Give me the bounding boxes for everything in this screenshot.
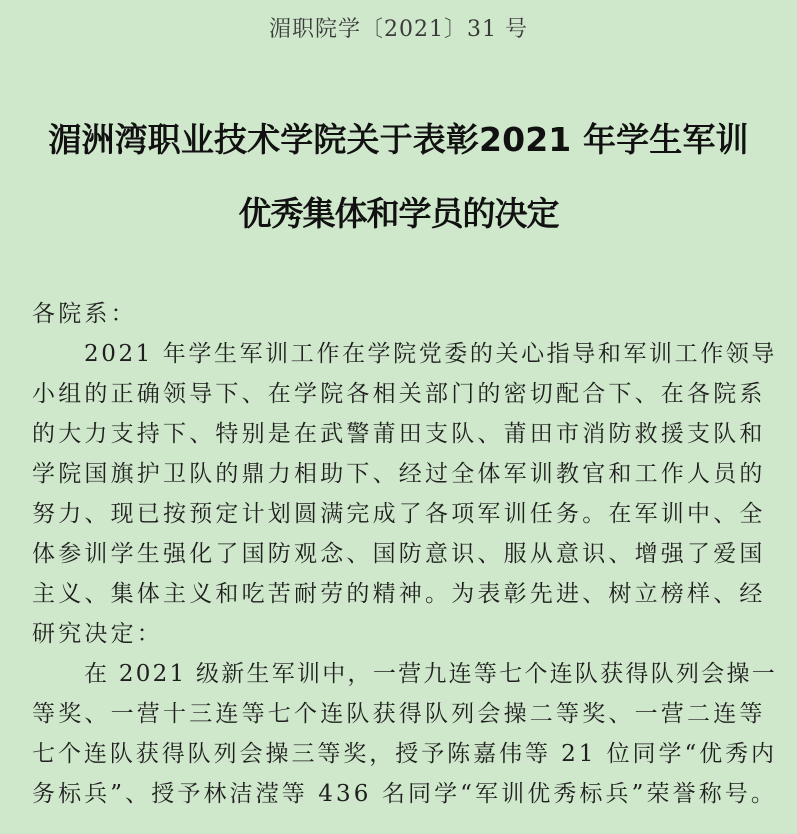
paragraph-1-line: 研究决定： [32,621,163,647]
paragraph-1-line: 学院国旗护卫队的鼎力相助下、经过全体军训教官和工作人员的 [32,461,766,487]
document-title-line-1: 湄洲湾职业技术学院关于表彰2021 年学生军训 [48,120,749,159]
paragraph-1-line: 小组的正确领导下、在学院各相关部门的密切配合下、在各院系 [32,381,766,407]
paragraph-1-line: 的大力支持下、特别是在武警莆田支队、莆田市消防救援支队和 [32,421,766,447]
paragraph-1-line: 体参训学生强化了国防观念、国防意识、服从意识、增强了爱国 [32,541,766,567]
paragraph-1-line: 主义、集体主义和吃苦耐劳的精神。为表彰先进、树立榜样、经 [32,581,766,607]
paragraph-2-line: 在 2021 级新生军训中，一营九连等七个连队获得队列会操一 [84,661,777,687]
paragraph-2-line: 等奖、一营十三连等七个连队获得队列会操二等奖、一营二连等 [32,701,766,727]
salutation: 各院系： [32,301,137,327]
document-title-line-2: 优秀集体和学员的决定 [238,194,559,233]
paragraph-2-line: 务标兵”、授予林洁滢等 436 名同学“军训优秀标兵”荣誉称号。 [32,781,777,807]
paragraph-1-line: 2021 年学生军训工作在学院党委的关心指导和军训工作领导 [84,341,777,367]
paragraph-2-line: 七个连队获得队列会操三等奖，授予陈嘉伟等 21 位同学“优秀内 [32,741,777,767]
document-number: 湄职院学〔2021〕31 号 [269,17,528,42]
paragraph-1-line: 努力、现已按预定计划圆满完成了各项军训任务。在军训中、全 [32,501,766,527]
